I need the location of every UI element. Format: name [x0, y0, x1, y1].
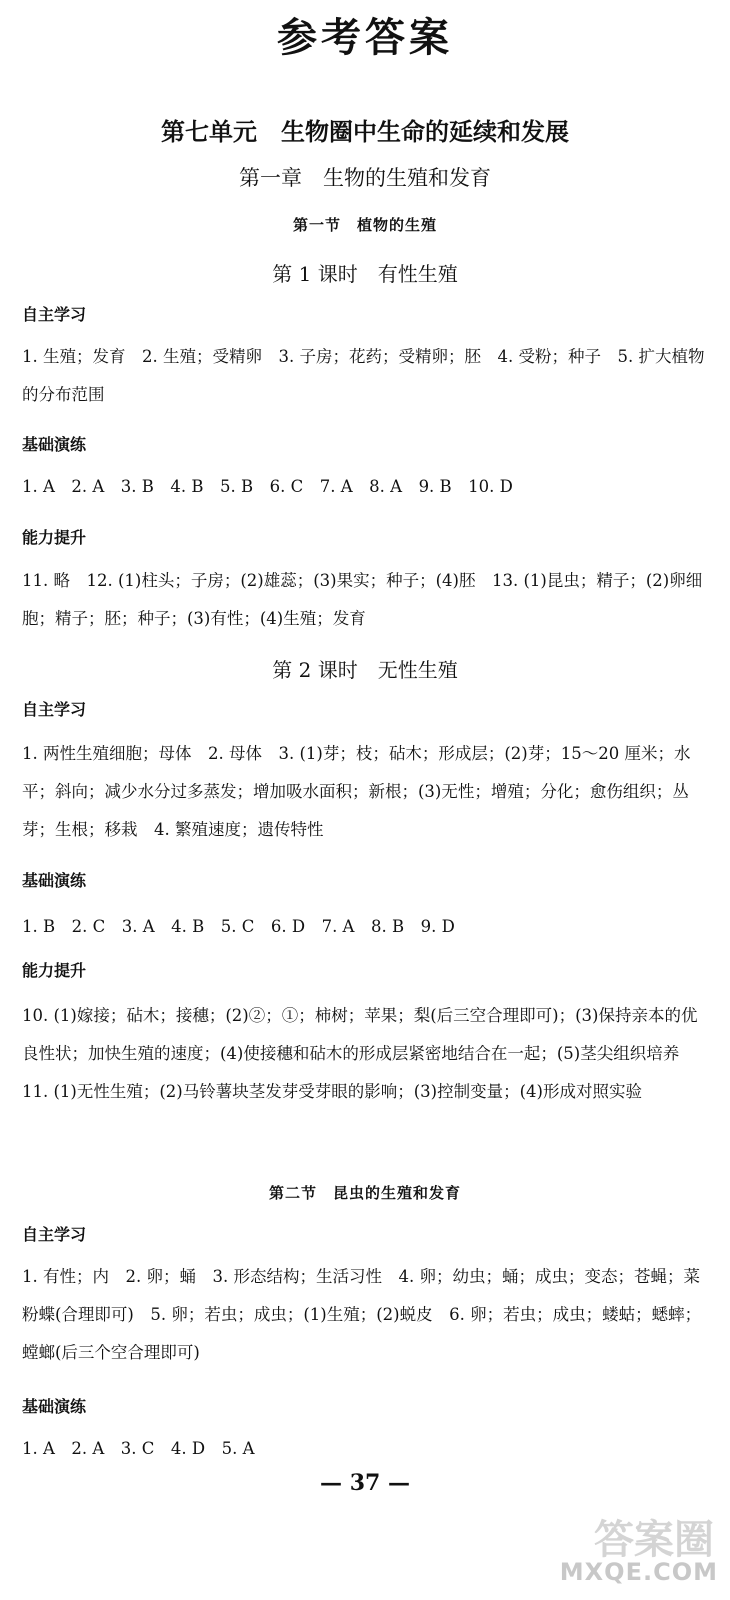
watermark-url: MXQE.COM — [559, 1558, 718, 1586]
answer-paragraph: 1. B 2. C 3. A 4. B 5. C 6. D 7. A 8. B 9. D — [22, 917, 455, 936]
heading-basic-practice: 基础演练 — [22, 435, 87, 454]
page-title: 参考答案 — [277, 15, 453, 61]
heading-basic-practice: 基础演练 — [22, 871, 87, 890]
answer-paragraph: 1. 生殖；发育 2. 生殖；受精卵 3. 子房；花药；受精卵；胚 4. 受粉；种子 5. 扩大植物的分布范围 — [22, 347, 705, 404]
heading-self-study: 自主学习 — [22, 305, 87, 324]
section-title-insect-reproduction: 第二节 昆虫的生殖和发育 — [268, 1184, 461, 1202]
lesson-title-asexual-reproduction: 第 2 课时 无性生殖 — [272, 658, 458, 682]
heading-self-study: 自主学习 — [22, 1225, 87, 1244]
answer-paragraph: 1. A 2. A 3. B 4. B 5. B 6. C 7. A 8. A 9. B 10. D — [22, 477, 513, 496]
watermark — [538, 1508, 718, 1590]
chapter-title: 第一章 生物的生殖和发育 — [239, 166, 491, 190]
lesson-title-sexual-reproduction: 第 1 课时 有性生殖 — [272, 262, 458, 286]
answer-paragraph: 10. (1)嫁接；砧木；接穗；(2)②；①；柿树；苹果；梨(后三空合理即可)；(3)保持亲本的优良性状；加快生殖的速度；(4)使接穗和砧木的形成层紧密地结合在一起；(5)茎尖组织培养 11. (1)无性生殖；(2)马铃薯块茎发芽受芽眼的影响；(3)控制变量；(4)形成对照实验 — [22, 1006, 698, 1101]
heading-basic-practice: 基础演练 — [22, 1397, 87, 1416]
section-title-plant-reproduction: 第一节 植物的生殖 — [292, 216, 437, 234]
page-number: — 37 — — [320, 1470, 410, 1496]
heading-ability-improvement: 能力提升 — [22, 961, 87, 980]
heading-ability-improvement: 能力提升 — [22, 528, 87, 547]
answer-paragraph: 11. 略 12. (1)柱头；子房；(2)雄蕊；(3)果实；种子；(4)胚 13. (1)昆虫；精子；(2)卵细胞；精子；胚；种子；(3)有性；(4)生殖；发育 — [22, 571, 703, 628]
answer-paragraph: 1. 两性生殖细胞；母体 2. 母体 3. (1)芽；枝；砧木；形成层；(2)芽；15～20 厘米；水平；斜向；减少水分过多蒸发；增加吸水面积；新根；(3)无性；增殖；分化；愈伤组织；丛芽；生根；移栽 4. 繁殖速度；遗传特性 — [22, 744, 691, 839]
unit-title: 第七单元 生物圈中生命的延续和发展 — [161, 118, 569, 146]
answer-paragraph: 1. 有性；内 2. 卵；蛹 3. 形态结构；生活习性 4. 卵；幼虫；蛹；成虫；变态；苍蝇；菜粉蝶(合理即可) 5. 卵；若虫；成虫；(1)生殖；(2)蜕皮 6. 卵；若虫；成虫；蝼蛄；蟋蟀；螳螂(后三个空合理即可) — [22, 1267, 702, 1362]
heading-self-study: 自主学习 — [22, 700, 87, 719]
watermark-logo: 答案圈 — [594, 1517, 714, 1563]
answer-paragraph: 1. A 2. A 3. C 4. D 5. A — [22, 1439, 255, 1458]
